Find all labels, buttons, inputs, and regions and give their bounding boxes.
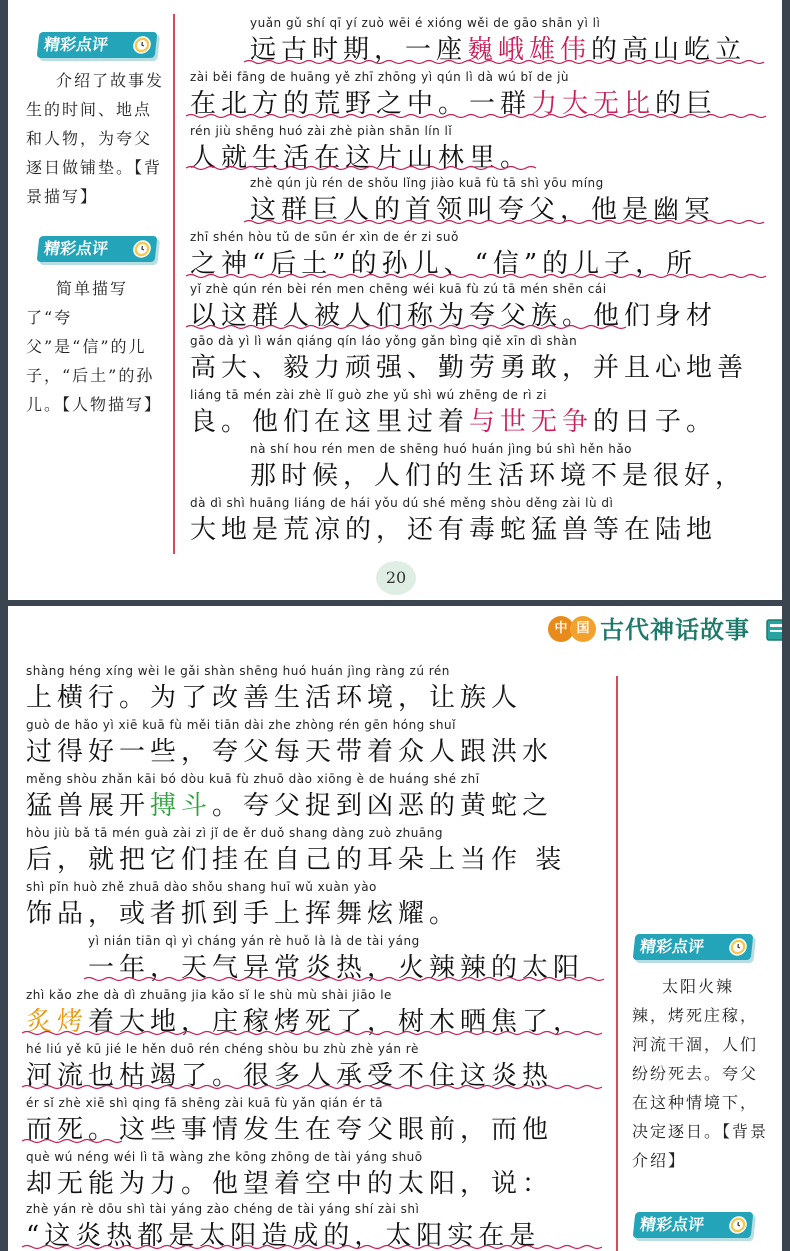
- hanzi: 上横行。为了改善生活环境，让族人: [26, 683, 523, 713]
- hanzi: 猛兽展开搏斗。夸父捉到凶恶的黄蛇之: [26, 791, 554, 821]
- highlight-word: 搏斗: [150, 791, 213, 821]
- pinyin: shì pǐn huò zhě zhuā dào shǒu shang huī wǔ xuàn yào: [26, 880, 377, 894]
- hanzi: 一年，天气异常炎热，火辣辣的太阳: [88, 953, 585, 983]
- wavy-underline: [244, 219, 764, 225]
- brand-circle: 中: [548, 616, 574, 642]
- hanzi: 之神“后土”的孙儿、“信”的儿子，所: [190, 249, 698, 279]
- book-icon: [764, 614, 782, 644]
- wavy-underline: [244, 59, 764, 65]
- alarm-clock-icon: [727, 1214, 749, 1234]
- pinyin: zhè yán rè dōu shì tài yáng zào chéng de tài yáng shí zài shì: [26, 1202, 420, 1216]
- wavy-underline: [186, 324, 626, 330]
- wavy-underline: [84, 976, 608, 982]
- wavy-underline: [186, 273, 764, 279]
- hanzi: 河流也枯竭了。很多人承受不住这炎热: [26, 1061, 554, 1091]
- brand-circle: 国: [570, 616, 596, 642]
- alarm-clock-icon: [131, 34, 153, 54]
- pinyin: měng shòu zhǎn kāi bó dòu kuā fù zhuō dào xiōng è de huáng shé zhī: [26, 772, 480, 786]
- book-page-bottom: [8, 606, 782, 1251]
- pinyin: yuǎn gǔ shí qī yí zuò wēi é xióng wěi de gāo shān yì lì: [250, 16, 601, 30]
- hanzi: 以这群人被人们称为夸父族。他们身材: [190, 301, 718, 331]
- comment-badge: [37, 32, 158, 58]
- badge-label: 精彩点评: [639, 937, 706, 956]
- alarm-clock-icon: [727, 936, 749, 956]
- series-title: 古代神话故事: [600, 615, 750, 644]
- page-number: 20: [376, 561, 416, 595]
- hanzi: 大地是荒凉的，还有毒蛇猛兽等在陆地: [190, 515, 718, 545]
- pinyin: hòu jiù bǎ tā mén guà zài zì jǐ de ěr duǒ shang dàng zuò zhuāng: [26, 826, 443, 840]
- pinyin: nà shí hou rén men de shēng huó huán jìng bú shì hěn hǎo: [250, 442, 633, 456]
- highlight-word: 与世无争: [469, 407, 594, 437]
- hanzi: 这群巨人的首领叫夸父，他是幽冥: [250, 195, 716, 225]
- pinyin: zài běi fāng de huāng yě zhī zhōng yì qún lì dà wú bǐ de jù: [190, 70, 570, 84]
- badge-label: 精彩点评: [43, 35, 110, 54]
- hanzi: 过得好一些，夸父每天带着众人跟洪水: [26, 737, 554, 767]
- wavy-underline: [22, 1084, 608, 1090]
- comment-badge: [633, 1212, 754, 1238]
- wavy-underline: [22, 1030, 608, 1036]
- hanzi: 而死。这些事情发生在夸父眼前，而他: [26, 1115, 554, 1145]
- wavy-underline: [22, 1138, 122, 1144]
- pinyin: zhì kǎo zhe dà dì zhuāng jia kǎo sǐ le shù mù shài jiāo le: [26, 988, 392, 1002]
- hanzi: 后，就把它们挂在自己的耳朵上当作 装: [26, 845, 567, 875]
- pinyin: guò de hǎo yì xiē kuā fù měi tiān dài zhe zhòng rén gēn hóng shuǐ: [26, 718, 456, 732]
- pinyin: liáng tā mén zài zhè lǐ guò zhe yǔ shì wú zhēng de rì zi: [190, 388, 547, 402]
- pinyin: dà dì shì huāng liáng de hái yǒu dú shé měng shòu děng zài lù dì: [190, 496, 614, 510]
- hanzi: 炙烤着大地，庄稼烤死了，树木晒焦了，: [26, 1007, 585, 1037]
- comment-badge: [37, 236, 158, 262]
- hanzi: 良。他们在这里过着与世无争的日子。: [190, 407, 718, 437]
- alarm-clock-icon: [131, 238, 153, 258]
- pinyin: ér sǐ zhè xiē shì qing fā shēng zài kuā fù yǎn qián ér tā: [26, 1096, 384, 1110]
- hanzi: 饰品，或者抓到手上挥舞炫耀。: [26, 899, 461, 929]
- wavy-underline: [186, 165, 536, 171]
- pinyin: shàng héng xíng wèi le gǎi shàn shēng huó huán jìng ràng zú rén: [26, 664, 450, 678]
- pinyin: què wú néng wéi lì tā wàng zhe kōng zhōng de tài yáng shuō: [26, 1150, 423, 1164]
- highlight-word: 巍峨雄伟: [467, 35, 592, 65]
- hanzi: 人就生活在这片山林里。: [190, 143, 532, 173]
- wavy-underline: [22, 1244, 608, 1250]
- hanzi: 却无能为力。他望着空中的太阳，说：: [26, 1169, 554, 1199]
- badge-label: 精彩点评: [43, 239, 110, 258]
- pinyin: rén jiù shēng huó zài zhè piàn shān lín lǐ: [190, 124, 453, 138]
- margin-divider: [173, 14, 175, 554]
- comment-note: 介绍了故事发生的时间、地点和人物，为夸父逐日做铺垫。【背景描写】: [26, 71, 165, 206]
- wavy-underline: [186, 113, 764, 119]
- hanzi: 远古时期，一座巍峨雄伟的高山屹立: [250, 35, 747, 65]
- pinyin: gāo dà yì lì wán qiáng qín láo yǒng gǎn bìng qiě xīn dì shàn: [190, 334, 578, 348]
- pinyin: zhè qún jù rén de shǒu lǐng jiào kuā fù tā shì yōu míng: [250, 176, 604, 190]
- pinyin: hé liú yě kū jié le hěn duō rén chéng shòu bu zhù zhè yán rè: [26, 1042, 419, 1056]
- highlight-word: 炙烤: [26, 1007, 89, 1037]
- pinyin: zhī shén hòu tǔ de sūn ér xìn de ér zi suǒ: [190, 230, 459, 244]
- badge-label: 精彩点评: [639, 1215, 706, 1234]
- highlight-word: 力大无比: [531, 89, 656, 119]
- hanzi: 在北方的荒野之中。一群力大无比的巨: [190, 89, 718, 119]
- pinyin: yǐ zhè qún rén bèi rén men chēng wéi kuā fù zú tā mén shēn cái: [190, 282, 607, 296]
- hanzi: 那时候，人们的生活环境不是很好，: [250, 461, 747, 491]
- hanzi: “这炎热都是太阳造成的，太阳实在是: [26, 1221, 541, 1251]
- book-page-top: [8, 0, 782, 600]
- comment-badge: [633, 934, 754, 960]
- comment-note: 太阳火辣辣，烤死庄稼，河流干涸，人们纷纷死去。夸父在这种情境下，决定逐日。【背景介绍】: [632, 977, 769, 1170]
- margin-divider: [616, 676, 618, 1251]
- hanzi: 高大、毅力顽强、勤劳勇敢，并且心地善: [190, 353, 749, 383]
- pinyin: yì nián tiān qì yì cháng yán rè huǒ là là de tài yáng: [88, 934, 420, 948]
- comment-note: 简单描写了“夸父”是“信”的儿子，“后土”的孙儿。【人物描写】: [26, 279, 163, 414]
